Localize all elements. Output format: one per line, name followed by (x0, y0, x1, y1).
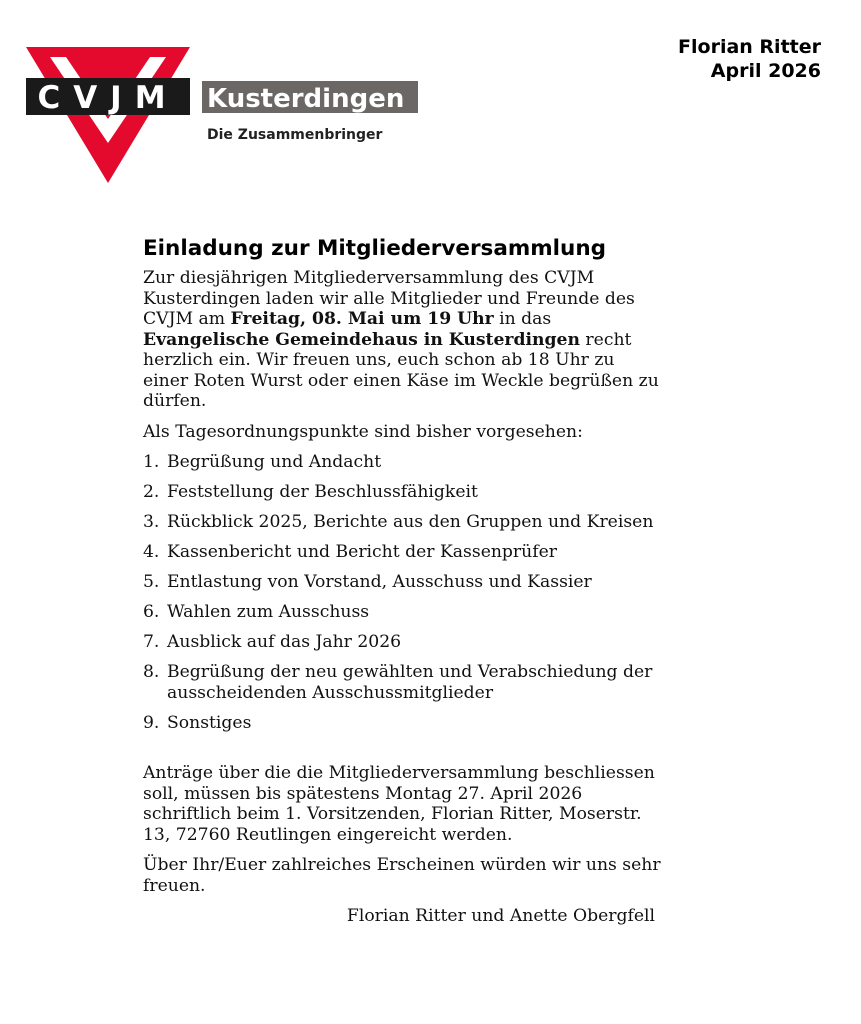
logo-tagline: Die Zusammenbringer (207, 127, 383, 143)
letter-body (143, 236, 663, 927)
agenda-number: 6. (143, 602, 160, 622)
agenda-text: Rückblick 2025, Berichte aus den Gruppen und Kreisen (167, 512, 654, 532)
intro-text-2: in das (493, 309, 552, 329)
agenda-number: 7. (143, 632, 160, 652)
agenda-text: Wahlen zum Ausschuss (167, 602, 370, 622)
agenda-list (143, 452, 663, 733)
agenda-item (143, 662, 663, 703)
agenda-number: 9. (143, 712, 160, 733)
logo-town: Kusterdingen (207, 84, 405, 114)
agenda-number: 4. (143, 542, 160, 562)
signature: Florian Ritter und Anette Obergfell (346, 906, 655, 926)
agenda-item (143, 572, 663, 593)
agenda-number: 8. (143, 662, 160, 682)
logo-letters: CVJM (37, 80, 179, 116)
agenda-number: 1. (143, 452, 160, 472)
agenda-text: Feststellung der Beschlussfähigkeit (167, 482, 478, 502)
agenda-item (143, 713, 663, 734)
intro-text-3: recht herzlich ein. Wir freuen uns, euch schon ab 18 Uhr zu einer Roten Wurst oder einen Käse im Weckle begrüßen zu dürfen. (143, 329, 659, 411)
letter-title: Einladung zur Mitgliederversammlung (143, 236, 607, 261)
closing-paragraph: Über Ihr/Euer zahlreiches Erscheinen würden wir uns sehr freuen. (143, 855, 661, 896)
intro-text-1: Zur diesjährigen Mitgliederversammlung des CVJM Kusterdingen laden wir alle Mitglieder und Freunde des CVJM am (143, 268, 635, 329)
motions-paragraph: Anträge über die die Mitgliederversammlung beschliessen soll, müssen bis spätestens Montag 27. April 2026 schriftlich beim 1. Vorsitzenden, Florian Ritter, Moserstr. 13, 72760 Reutlingen eingereicht werden. (143, 763, 655, 845)
cvjm-logo (26, 45, 426, 185)
agenda-text: Sonstiges (167, 712, 252, 733)
agenda-item (143, 632, 663, 653)
agenda-intro: Als Tagesordnungspunkte sind bisher vorgesehen: (143, 421, 583, 442)
agenda-number: 3. (143, 512, 160, 532)
agenda-text: Ausblick auf das Jahr 2026 (167, 632, 402, 652)
event-location: Evangelische Gemeindehaus in Kusterdingen (143, 329, 580, 350)
sender-name: Florian Ritter (678, 36, 821, 58)
agenda-item (143, 482, 663, 503)
agenda-text: Kassenbericht und Bericht der Kassenprüfer (167, 542, 557, 562)
agenda-text: Begrüßung und Andacht (167, 452, 382, 472)
agenda-item (143, 452, 663, 473)
agenda-item (143, 542, 663, 563)
agenda-text: Begrüßung der neu gewählten und Verabschiedung der ausscheidenden Ausschussmitglieder (167, 662, 653, 703)
sender-header (678, 35, 821, 83)
agenda-number: 5. (143, 572, 160, 592)
letter-date: April 2026 (710, 60, 821, 82)
event-date: Freitag, 08. Mai um 19 Uhr (230, 309, 494, 329)
intro-paragraph (143, 268, 663, 412)
agenda-text: Entlastung von Vorstand, Ausschuss und Kassier (167, 572, 592, 592)
agenda-item (143, 602, 663, 623)
agenda-number: 2. (143, 482, 160, 502)
agenda-item (143, 512, 663, 533)
